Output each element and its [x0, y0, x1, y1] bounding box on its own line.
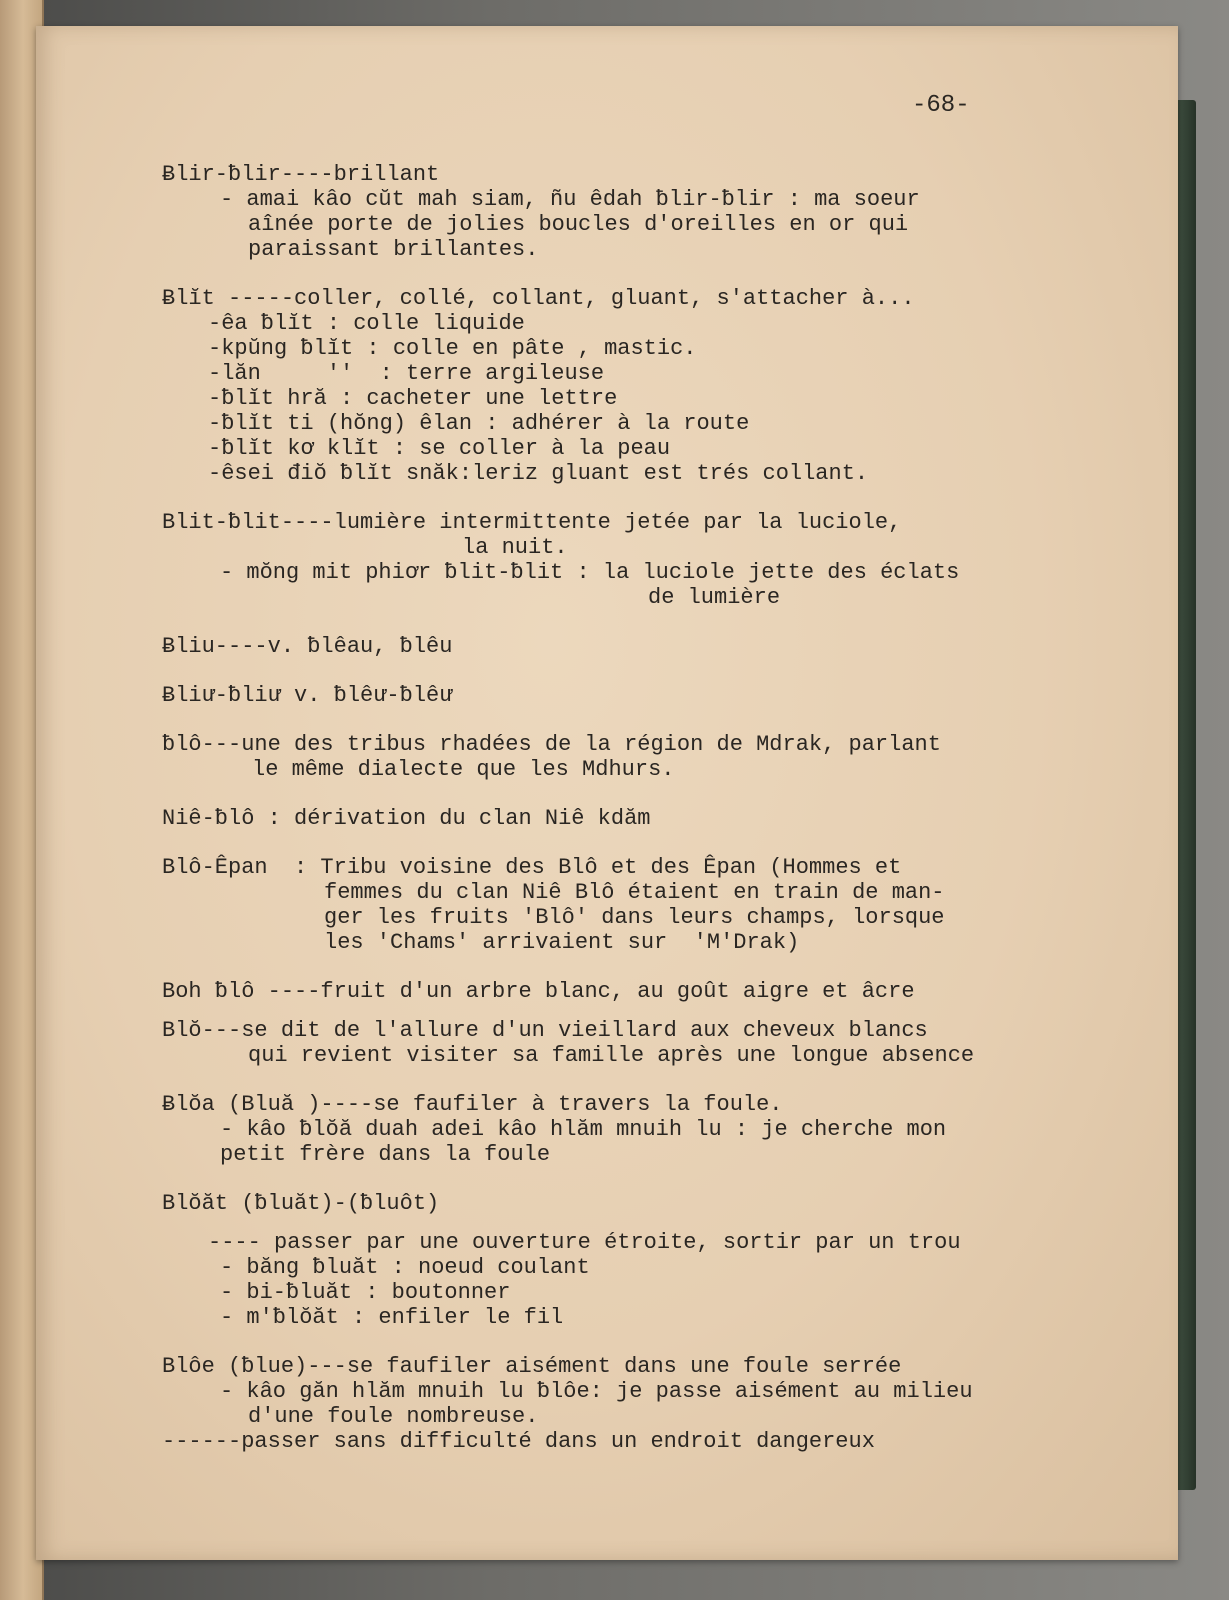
- entry-nie-blo: [162, 806, 1122, 831]
- entry-headword: Blôe (ƀlue)---se faufiler aisément dans une foule serrée: [162, 1354, 902, 1379]
- sub-entry: -êsei điŏ ƀlĭt snăk:leriz gluant est trés collant.: [208, 461, 869, 486]
- example-line: aînée porte de jolies boucles d'oreilles en or qui: [248, 212, 909, 237]
- entry-bloa: [162, 1092, 1122, 1167]
- sub-entry: -êa ƀlĭt : colle liquide: [208, 311, 525, 336]
- entry-headword: [162, 855, 1122, 880]
- entry-headword: Ƀlŏa (Bluă )----se faufiler à travers la foule.: [162, 1092, 783, 1117]
- entry-continuation: le même dialecte que les Mdhurs.: [252, 757, 675, 782]
- entry-blit-blit: [162, 510, 1122, 610]
- entry-bliu: [162, 634, 1122, 659]
- example-line: petit frère dans la foule: [220, 1142, 551, 1167]
- entry-headword: Ƀliu----v. ƀlêau, ƀlêu: [162, 634, 453, 659]
- entry-headword: Ƀlĭt -----coller, collé, collant, gluant, s'attacher à...: [162, 286, 915, 311]
- entry-headword: Blŏ---se dit de l'allure d'un vieillard aux cheveux blancs: [162, 1018, 928, 1043]
- example-line: - amai kâo cŭt mah siam, ñu êdah ƀlir-ƀlir : ma soeur: [220, 187, 920, 212]
- example-line: - kâo găn hlăm mnuih lu ƀlôe: je passe aisément au milieu: [220, 1379, 973, 1404]
- entry-headword: Ƀlir-ƀlir----brillant: [162, 162, 440, 187]
- example-line: paraissant brillantes.: [248, 237, 539, 262]
- sub-entry: -ƀlĭt kơ klĭt : se coller à la peau: [208, 436, 671, 461]
- entry-boh-blo: [162, 979, 1122, 1004]
- sub-entry: -ƀlĭt hră : cacheter une lettre: [208, 386, 618, 411]
- sub-entry: -lăn '' : terre argileuse: [208, 361, 605, 386]
- sub-entry: - m'ƀlŏăt : enfiler le fil: [220, 1305, 564, 1330]
- entry-definition: ------passer sans difficulté dans un endroit dangereux: [162, 1429, 875, 1454]
- entry-blo-breve: [162, 1018, 1122, 1068]
- entry-blir-blir: [162, 162, 1122, 262]
- entry-headword: Niê-ƀlô : dérivation du clan Niê kdăm: [162, 806, 651, 831]
- entry-continuation: ger les fruits 'Blô' dans leurs champs, lorsque: [324, 905, 945, 930]
- entry-definition: ---- passer par une ouverture étroite, sortir par un trou: [208, 1230, 961, 1255]
- entry-headword: Boh ƀlô ----fruit d'un arbre blanc, au goût aigre et âcre: [162, 979, 915, 1004]
- entry-blo-epan: [162, 855, 1122, 955]
- example-line: d'une foule nombreuse.: [248, 1404, 539, 1429]
- entry-headword: ƀlô---une des tribus rhadées de la région de Mdrak, parlant: [162, 732, 941, 757]
- dictionary-entries: [162, 162, 1122, 1454]
- sub-entry: -kpŭng ƀlĭt : colle en pâte , mastic.: [208, 336, 697, 361]
- entry-definition: : Tribu voisine des Blô et des Êpan (Hommes et: [294, 855, 902, 880]
- entry-label: Blô-Êpan: [162, 855, 268, 880]
- sub-entry: -ƀlĭt ti (hŏng) êlan : adhérer à la route: [208, 411, 750, 436]
- entry-headword: Blit-ƀlit----lumière intermittente jetée par la luciole,: [162, 510, 902, 535]
- entry-headword: Ƀliư-ƀliư v. ƀlêư-ƀlêư: [162, 683, 453, 708]
- sub-entry: - bi-ƀluăt : boutonner: [220, 1280, 511, 1305]
- sub-entry: - băng ƀluăt : noeud coulant: [220, 1255, 590, 1280]
- example-line: - mŏng mit phiơr ƀlit-ƀlit : la luciole jette des éclats: [220, 560, 960, 585]
- entry-continuation: qui revient visiter sa famille après une longue absence: [248, 1043, 975, 1068]
- entry-continuation: femmes du clan Niê Blô étaient en train de man-: [324, 880, 945, 905]
- entry-blo: [162, 732, 1122, 782]
- example-line: - kâo ƀlŏă duah adei kâo hlăm mnuih lu : je cherche mon: [220, 1117, 947, 1142]
- example-line: de lumière: [648, 585, 781, 610]
- entry-headword: Blŏăt (ƀluăt)-(ƀluôt): [162, 1191, 440, 1216]
- entry-bloe: [162, 1354, 1122, 1454]
- entry-continuation: la nuit.: [462, 535, 568, 560]
- entry-bliu-bliu: [162, 683, 1122, 708]
- entry-blit: [162, 286, 1122, 486]
- entry-bloat: [162, 1191, 1122, 1330]
- entry-continuation: les 'Chams' arrivaient sur 'M'Drak): [324, 930, 800, 955]
- document-page: [36, 26, 1178, 1560]
- page-number: -68-: [912, 92, 970, 119]
